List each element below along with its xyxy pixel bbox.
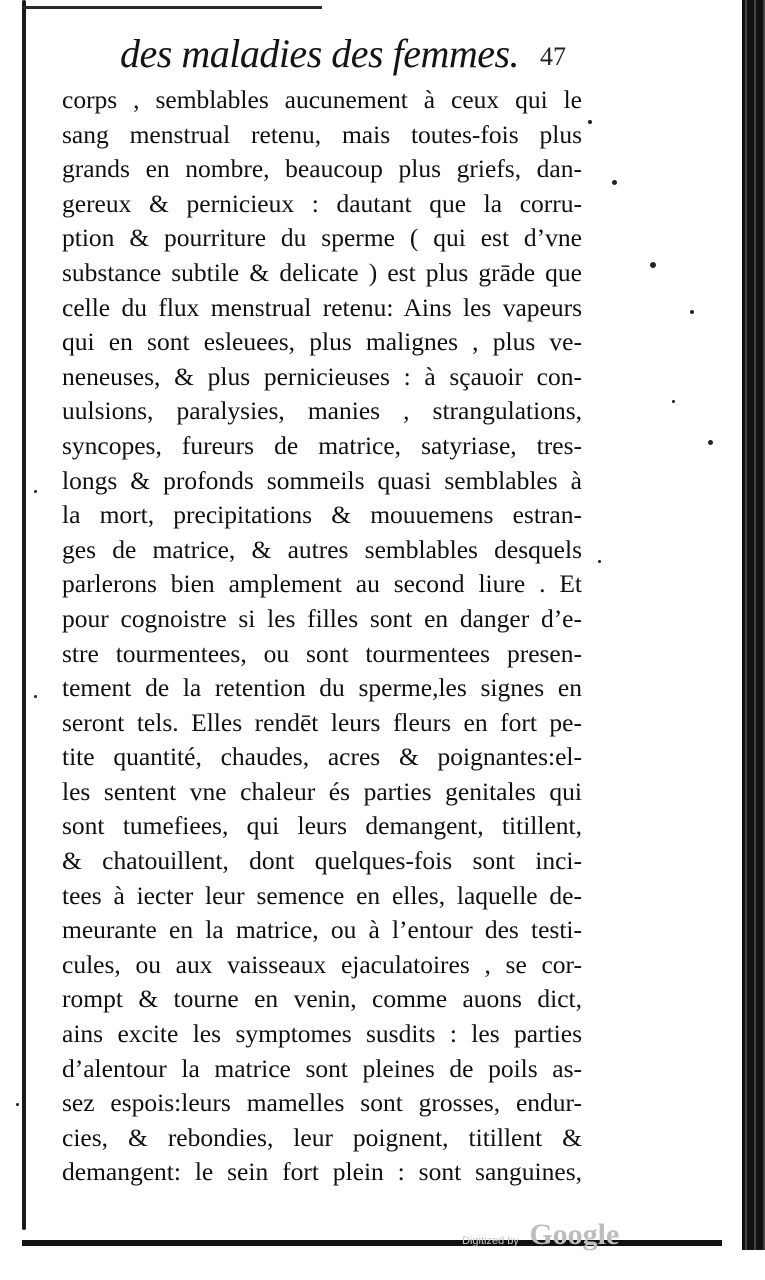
text-line: ption & pourriture du sperme ( qui est d’vne xyxy=(62,223,582,253)
text-line: parlerons bien amplement au second liure . Et xyxy=(62,569,582,599)
text-line: substance subtile & delicate ) est plus grāde que xyxy=(62,257,582,287)
page-number: 47 xyxy=(540,42,566,71)
watermark-brand: Google xyxy=(529,1218,620,1251)
text-line: tees à iecter leur semence en elles, laquelle de- xyxy=(62,880,582,910)
text-line: la mort, precipitations & mouuemens estran- xyxy=(62,500,582,530)
text-line: & chatouillent, dont quelques-fois sont inci- xyxy=(62,846,582,876)
ink-speck xyxy=(16,1103,19,1106)
text-line: ains excite les symptomes susdits : les parties xyxy=(62,1019,582,1049)
ink-speck xyxy=(708,440,713,445)
ink-speck xyxy=(672,400,675,403)
digitization-watermark xyxy=(462,1218,619,1252)
text-line: qui en sont esleuees, plus malignes , plus ve- xyxy=(62,327,582,357)
text-line: celle du flux menstrual retenu: Ains les vapeurs xyxy=(62,292,582,322)
watermark-prefix: Digitized by xyxy=(462,1235,519,1247)
text-line: sang menstrual retenu, mais toutes-fois plus xyxy=(62,119,582,149)
text-line: stre tourmentees, ou sont tourmentees presen- xyxy=(62,638,582,668)
text-line: sont tumefiees, qui leurs demangent, titillent, xyxy=(62,811,582,841)
text-line: cies, & rebondies, leur poignent, titillent & xyxy=(62,1122,582,1152)
ink-speck xyxy=(690,310,694,314)
ink-speck xyxy=(650,262,656,268)
text-line: longs & profonds sommeils quasi semblables à xyxy=(62,465,582,495)
text-line: meurante en la matrice, ou à l’entour des testi- xyxy=(62,915,582,945)
text-line: syncopes, fureurs de matrice, satyriase, tres- xyxy=(62,430,582,460)
body-text xyxy=(62,83,582,1190)
text-line: corps , semblables aucunement à ceux qui le xyxy=(62,85,582,114)
ink-speck xyxy=(588,120,592,124)
text-line: ges de matrice, & autres semblables desquels xyxy=(62,534,582,564)
ink-speck xyxy=(34,490,37,493)
text-line: demangent: le sein fort plein : sont sanguines, xyxy=(62,1157,582,1187)
text-line: tite quantité, chaudes, acres & poignantes:el- xyxy=(62,742,582,772)
text-line: tement de la retention du sperme,les signes en xyxy=(62,673,582,703)
text-line: gereux & pernicieux : dautant que la corru- xyxy=(62,188,582,218)
text-line: uulsions, paralysies, manies , strangulations, xyxy=(62,396,582,426)
page-edge-shadow xyxy=(742,0,765,1250)
scan-border-left xyxy=(22,0,26,1230)
ink-speck xyxy=(598,560,601,563)
text-line: cules, ou aux vaisseaux ejaculatoires , se cor- xyxy=(62,949,582,979)
text-line: grands en nombre, beaucoup plus griefs, dan- xyxy=(62,154,582,184)
text-line: d’alentour la matrice sont pleines de poils as- xyxy=(62,1053,582,1083)
scan-border-top xyxy=(22,6,322,9)
text-line: pour cognoistre si les filles sont en danger d’e- xyxy=(62,603,582,633)
ink-speck xyxy=(34,695,37,698)
text-line: seront tels. Elles rendēt leurs fleurs en fort pe- xyxy=(62,707,582,737)
text-line: rompt & tourne en venin, comme auons dict, xyxy=(62,984,582,1014)
running-head: des maladies des femmes. xyxy=(120,31,520,76)
text-line: sez espois:leurs mamelles sont grosses, endur- xyxy=(62,1088,582,1118)
text-line: neneuses, & plus pernicieuses : à sçauoir con- xyxy=(62,361,582,391)
text-line: les sentent vne chaleur és parties genitales qui xyxy=(62,776,582,806)
ink-speck xyxy=(612,180,617,185)
